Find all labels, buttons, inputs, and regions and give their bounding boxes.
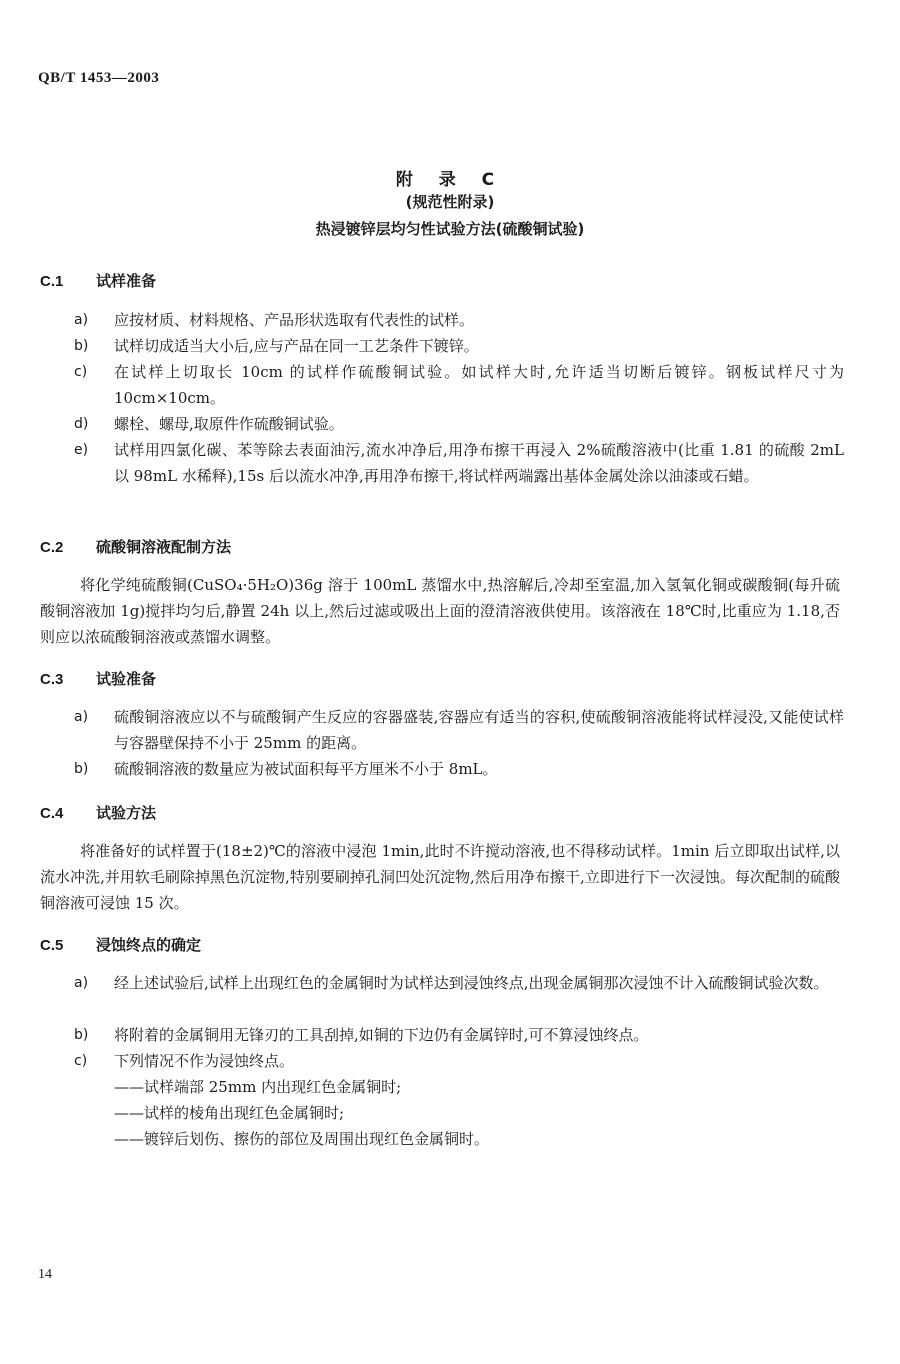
dash-item: ——试样端部 25mm 内出现红色金属铜时; [114, 1078, 402, 1096]
appendix-title: 热浸镀锌层均匀性试验方法(硫酸铜试验) [315, 220, 585, 238]
item-label: b) [74, 338, 89, 354]
list-item [74, 1048, 844, 1074]
item-text: 将附着的金属铜用无锋刃的工具刮掉,如铜的下边仍有金属锌时,可不算浸蚀终点。 [114, 1026, 649, 1044]
item-text: 在试样上切取长 10cm 的试样作硫酸铜试验。如试样大时,允许适当切断后镀锌。钢板试样尺寸为 10cm×10cm。 [114, 363, 844, 407]
item-label: a) [74, 312, 89, 328]
list-item [74, 704, 844, 756]
item-text: 螺栓、螺母,取原件作硫酸铜试验。 [114, 415, 344, 433]
dash-item: ——镀锌后划伤、擦伤的部位及周围出现红色金属铜时。 [114, 1130, 490, 1148]
section-number: C.4 [40, 805, 64, 822]
list-item [74, 307, 844, 333]
item-label: b) [74, 1027, 89, 1043]
item-label: c) [74, 364, 88, 380]
item-text: 下列情况不作为浸蚀终点。 [114, 1052, 295, 1070]
list-item [74, 1022, 844, 1048]
dash-item: ——试样的棱角出现红色金属铜时; [114, 1104, 345, 1122]
list-item [74, 756, 844, 782]
item-label: b) [74, 761, 89, 777]
section-title: 试验方法 [96, 804, 157, 822]
item-label: d) [74, 416, 89, 432]
item-label: a) [74, 975, 89, 991]
section-title: 硫酸铜溶液配制方法 [96, 538, 232, 556]
item-text: 硫酸铜溶液应以不与硫酸铜产生反应的容器盛装,容器应有适当的容积,使硫酸铜溶液能将试样浸没,又能使试样与容器壁保持不小于 25mm 的距离。 [114, 708, 844, 752]
item-text: 试样用四氯化碳、苯等除去表面油污,流水冲净后,用净布擦干再浸入 2%硫酸溶液中(比重 1.81 的硫酸 2mL 以 98mL 水稀释),15s 后以流水冲净,再用净布擦干,将试样两端露出基体金属处涂以油漆或石蜡。 [114, 441, 844, 485]
item-text: 试样切成适当大小后,应与产品在同一工艺条件下镀锌。 [114, 337, 479, 355]
list-item [74, 411, 844, 437]
appendix-label: 附 录 C [395, 170, 505, 190]
section-number: C.1 [40, 273, 64, 290]
appendix-type: (规范性附录) [405, 193, 495, 211]
item-text: 硫酸铜溶液的数量应为被试面积每平方厘米不小于 8mL。 [114, 760, 498, 778]
item-text: 经上述试验后,试样上出现红色的金属铜时为试样达到浸蚀终点,出现金属铜那次浸蚀不计入硫酸铜试验次数。 [114, 974, 829, 992]
paragraph: 将化学纯硫酸铜(CuSO₄·5H₂O)36g 溶于 100mL 蒸馏水中,热溶解后,冷却至室温,加入氢氧化铜或碳酸铜(每升硫酸铜溶液加 1g)搅拌均匀后,静置 24h 以上,然后过滤或吸出上面的澄清溶液供使用。该溶液在 18℃时,比重应为 1.18,否则应以浓硫酸铜溶液或蒸馏水调整。 [40, 576, 840, 646]
section-heading-c2 [40, 536, 231, 557]
list-item [74, 359, 844, 411]
item-label: c) [74, 1053, 88, 1069]
section-number: C.3 [40, 671, 64, 688]
item-text: 应按材质、材料规格、产品形状选取有代表性的试样。 [114, 311, 475, 329]
section-title: 浸蚀终点的确定 [96, 936, 202, 954]
list-item [74, 437, 844, 489]
list-item [74, 333, 844, 359]
list-item [74, 970, 844, 996]
section-heading-c4 [40, 802, 156, 823]
section-heading-c1 [40, 270, 156, 291]
item-label: e) [74, 442, 89, 458]
page-number: 14 [38, 1267, 52, 1282]
section-heading-c3 [40, 668, 156, 689]
paragraph: 将准备好的试样置于(18±2)℃的溶液中浸泡 1min,此时不许搅动溶液,也不得移动试样。1min 后立即取出试样,以流水冲洗,并用软毛刷除掉黑色沉淀物,特别要刷掉孔洞凹处沉淀物,然后用净布擦干,立即进行下一次浸蚀。每次配制的硫酸铜溶液可浸蚀 15 次。 [40, 842, 840, 912]
section-heading-c5 [40, 934, 201, 955]
item-label: a) [74, 709, 89, 725]
section-number: C.5 [40, 937, 64, 954]
document-code: QB/T 1453—2003 [38, 70, 160, 86]
section-number: C.2 [40, 539, 64, 556]
section-title: 试样准备 [96, 272, 157, 290]
section-title: 试验准备 [96, 670, 157, 688]
